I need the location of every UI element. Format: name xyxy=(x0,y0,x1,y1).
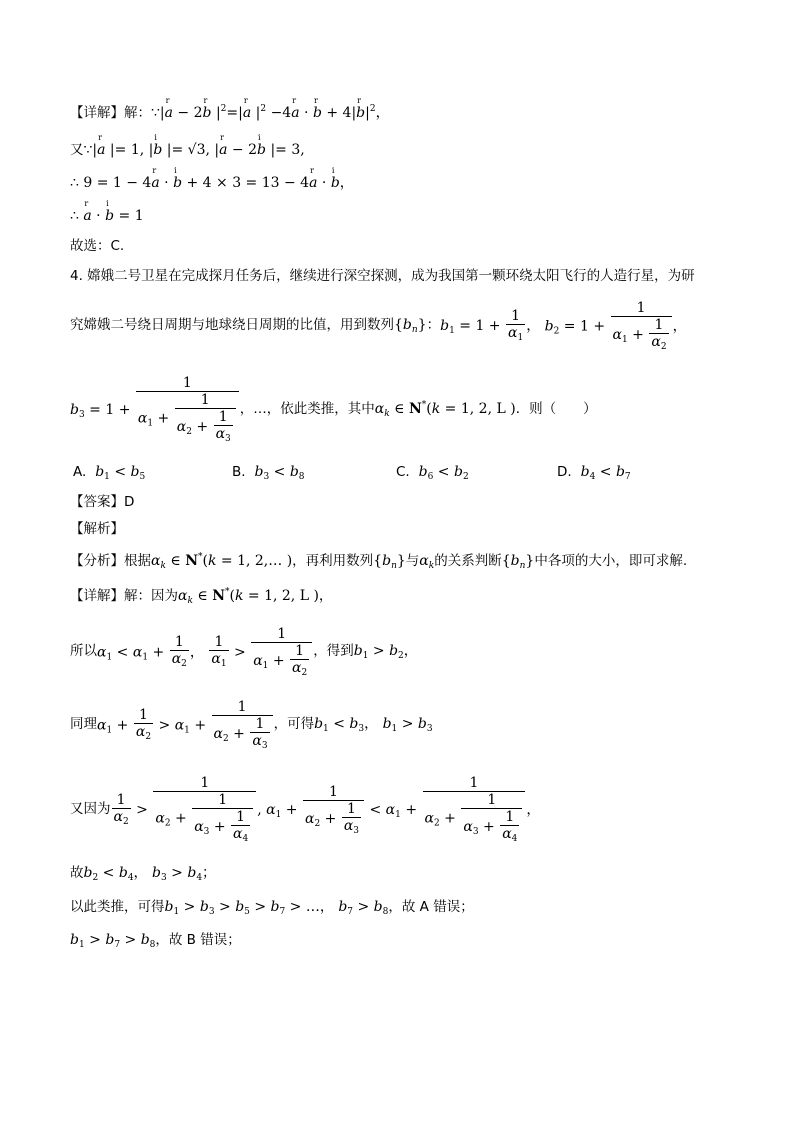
q4-stem-2 xyxy=(70,296,687,356)
ineq-3: $\frac{1}{\alpha_2}$ > 1 $\alpha_2$ + 1 $\alpha_3$ + $\frac{1}{\alpha_4}$ , $\alpha_1$ + 1 $\alpha_2$ + $\frac{1}{\alpha_3}$ < $\alpha_1$ + 1 $\alpha_2$ + 1 $\alpha_3$ + $\frac{1}{\alpha_4}$ ， xyxy=(113,775,541,844)
option-c: C. $b_6 < b_2$ xyxy=(396,464,469,482)
option-d-letter: D. xyxy=(557,464,572,480)
option-b-letter: B. xyxy=(232,464,246,480)
bn-set-2: $\{b_n\}$ xyxy=(501,553,535,571)
detail-line-2 xyxy=(70,133,305,158)
q4-stem-3-text: ，…，依此类推，其中 xyxy=(239,401,375,418)
tongli-text: 同理 xyxy=(70,716,97,733)
equation-9: ∴ 9 = 1 − 4a r · b i + 4 × 3 = 13 − 4a r · b i ， xyxy=(70,166,354,191)
b3-definition: $b_3 = 1$ + 1 $\alpha_1$ + 1 $\alpha_2$ + $\frac{1}{\alpha_3}$ xyxy=(70,376,240,444)
dot-product-value: 1 xyxy=(134,208,144,224)
yici-text: 以此类推，可得 xyxy=(70,899,165,915)
alpha-k-in-n: $\alpha_k$ ∈ N*(k = 1, 2,… ) xyxy=(151,552,293,571)
ineq-1: $\alpha_1 < \alpha_1$ + $\frac{1}{\alpha_2}$ ， $\frac{1}{\alpha_1}$ > 1 $\alpha_1$ + $\frac{1}{\alpha_2}$ xyxy=(97,627,313,678)
sequence-bn: $\{b_n\}$ xyxy=(394,316,427,335)
b2-b4: $b_2 < b_4$， $b_3 > b_4$； xyxy=(83,865,217,883)
detail-q4-line xyxy=(70,588,333,606)
get-b1-text: ，得到 xyxy=(313,643,354,660)
analyze-tag: 【分析】 xyxy=(70,553,124,569)
b-wrong-line xyxy=(70,933,241,950)
alpha-k-in-n-2: $\alpha_k$ ∈ N*(k = 1, 2, L )， xyxy=(178,587,333,606)
analyze-e: 中各项的大小，即可求解. xyxy=(534,553,688,569)
b1-gt-b2: $b_1 > b_2$， xyxy=(353,642,418,661)
b1-b3: $b_1 < b_3$， $b_1 > b_3$ xyxy=(314,715,433,734)
choose-c: 故选：C. xyxy=(70,238,125,254)
youyinwei-line xyxy=(70,768,540,852)
analysis-tag: 【解析】 xyxy=(70,521,124,537)
given-values: ∵|a r |= 1, |b i |= √3, |a r − 2b i |= 3, xyxy=(83,133,305,158)
analyze-line xyxy=(70,553,687,571)
analyze-a: 根据 xyxy=(124,553,151,569)
yici-line xyxy=(70,900,474,917)
answer-tag: 【答案】 xyxy=(70,494,124,510)
dot-product-result: ∴ a r · b i = xyxy=(70,199,135,224)
option-b: B. $b_3 < b_8$ xyxy=(232,464,305,482)
detail-line-4 xyxy=(70,199,144,224)
so-text: 所以 xyxy=(70,643,97,660)
analyze-d: 的关系判断 xyxy=(434,553,502,569)
analyze-b: ，再利用数列 xyxy=(292,553,374,569)
detail-a: 解：因为 xyxy=(124,588,178,604)
answer-line xyxy=(70,495,134,510)
colon: ： xyxy=(426,317,441,334)
ineq-2: $\alpha_1$ + $\frac{1}{\alpha_2}$ > $\alpha_1$ + 1 $\alpha_2$ + $\frac{1}{\alpha_3}$ xyxy=(97,700,274,751)
detail-prefix: 解： xyxy=(124,105,151,121)
q4-stem-4-text: ．则（ ） xyxy=(515,401,597,418)
answer-value: D xyxy=(124,494,135,510)
b-wrong-text: ，故 B 错误； xyxy=(155,932,241,948)
analyze-c: 与 xyxy=(405,553,420,569)
option-a: A. $b_1 < b_5$ xyxy=(73,464,146,482)
so-line xyxy=(70,622,418,682)
odd-chain: $b_1 > b_3 > b_5 > b_7$ > …， $b_7 > b_8$ xyxy=(164,899,389,917)
option-a-letter: A. xyxy=(73,464,87,480)
vector-equation-1: ∵|a r − 2b r $|^2=|a$ r $|^2 -4a$ r · b r + 4|b r $|^2$， xyxy=(151,96,390,121)
b1-b7-b8: $b_1 > b_7 > b_8$ xyxy=(70,932,156,950)
gu-text: 故 xyxy=(70,865,84,881)
b1-definition: $b_1 = 1$ + $\frac{1}{\alpha_1}$ ， xyxy=(440,308,545,343)
q4-stem-1: 4. 嫦娥二号卫星在完成探月任务后，继续进行深空探测，成为我国第一颗环绕太阳飞行的人造行星，为研 xyxy=(70,268,695,284)
youyinwei-text: 又因为 xyxy=(70,801,111,818)
detail-tag-2: 【详解】 xyxy=(70,588,124,604)
alpha-k: $\alpha_k$ xyxy=(419,553,435,571)
detail-line-3 xyxy=(70,166,354,191)
tongli-line xyxy=(70,692,433,758)
detail-line-1 xyxy=(70,96,390,121)
bn-set: $\{b_n\}$ xyxy=(373,553,406,571)
gu-line xyxy=(70,866,216,883)
kede-text: ，可得 xyxy=(273,716,315,733)
b2-definition: $b_2 = 1$ + 1 $\alpha_1$ + $\frac{1}{\alpha_2}$ ， xyxy=(544,299,687,352)
option-c-letter: C. xyxy=(396,464,410,480)
q4-stem-3 xyxy=(70,370,597,450)
alpha-k-domain: $\alpha_k$ ∈ N*(k = 1, 2, L ) xyxy=(374,400,516,419)
also-text: 又 xyxy=(70,142,84,158)
q4-stem-2-text: 究嫦娥二号绕日周期与地球绕日周期的比值，用到数列 xyxy=(70,317,394,334)
detail-tag: 【详解】 xyxy=(70,105,124,121)
option-d: D. $b_4 < b_7$ xyxy=(557,464,631,482)
a-wrong-text: ，故 A 错误； xyxy=(388,899,474,915)
